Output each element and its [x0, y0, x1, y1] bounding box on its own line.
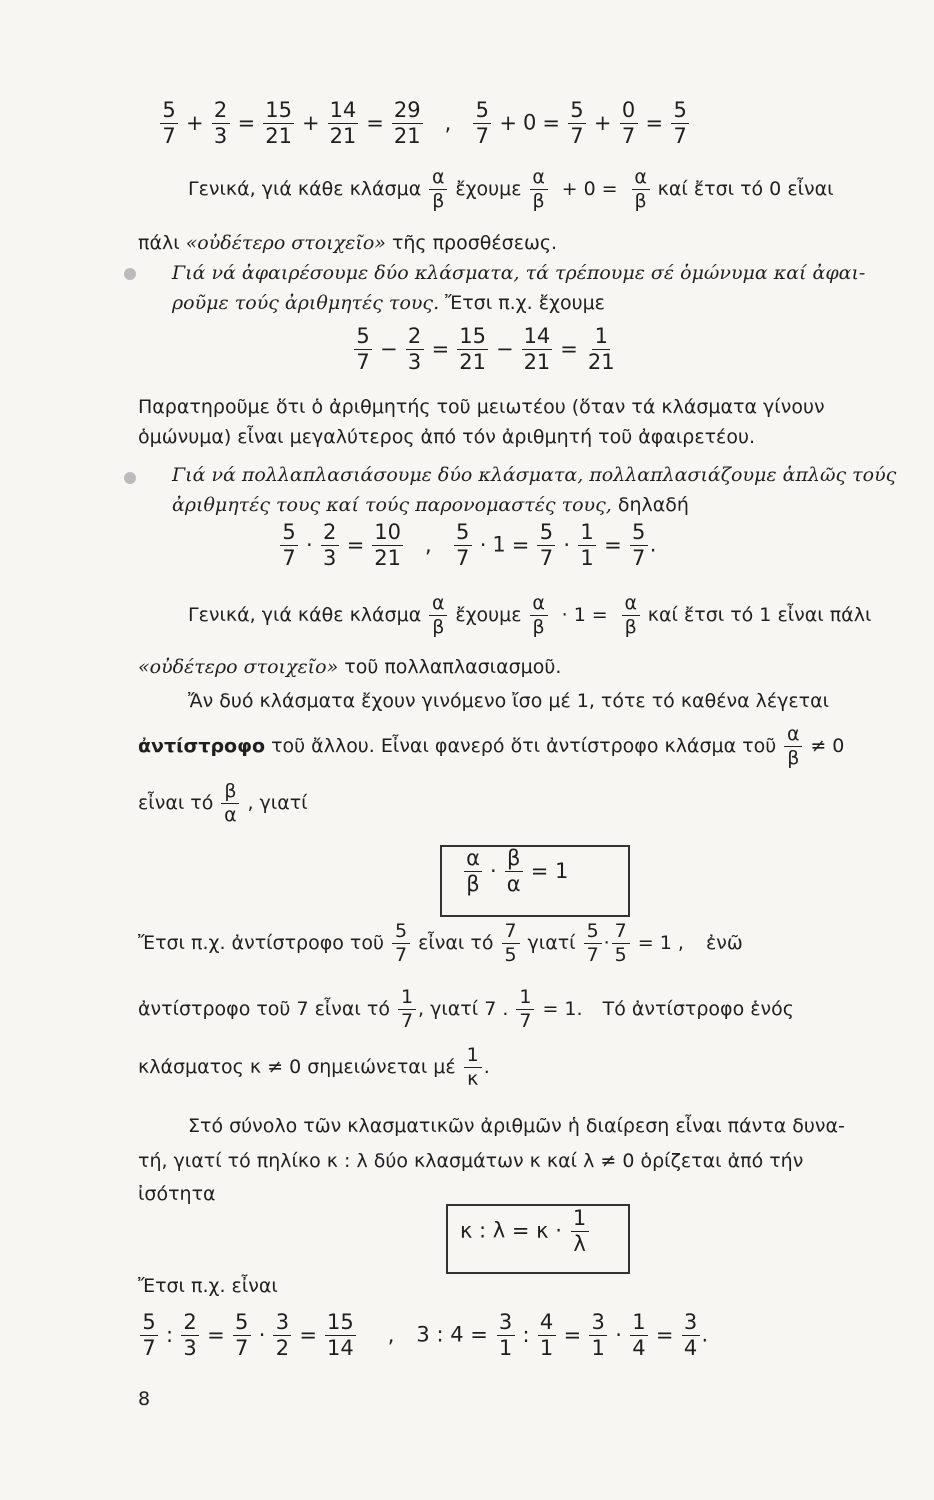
paragraph-line: Παρατηροῦμε ὅτι ὁ ἀριθμητής τοῦ μειωτέου (ὅταν τά κλάσματα γίνουν	[138, 396, 825, 418]
fraction: $\frac{14}{21}$	[523, 324, 551, 374]
fraction: $\frac{29}{21}$	[393, 98, 421, 148]
fraction: $\frac{7}{5}$	[502, 922, 520, 965]
division-definition-formula: κ : λ = κ · $\frac{1}{\lambda}$	[460, 1208, 591, 1255]
reciprocal-identity-formula: $\frac{\alpha}{\beta}$ · $\frac{\beta}{\alpha}$ = 1	[462, 848, 574, 895]
fraction: $\frac{\alpha}{\beta}$	[632, 168, 650, 211]
fraction: $\frac{5}{7}$	[280, 522, 298, 569]
paragraph-line: Γενικά, γιά κάθε κλάσμα $\frac{\alpha}{\beta}$ ἔχουμε $\frac{\alpha}{\beta}$ + 0 = $\frac{\alpha}{\beta}$ καί ἔτσι τό 0 εἶναι	[188, 166, 834, 212]
fraction: $\frac{1}{1}$	[578, 522, 596, 569]
fraction: $\frac{7}{5}$	[612, 922, 630, 965]
paragraph-line: ἀντίστροφο τοῦ 7 εἶναι τό $\frac{1}{7}$ , γιατί 7 . $\frac{1}{7}$ = 1. Τό ἀντίστροφο ἑνός	[138, 986, 794, 1032]
fraction: $\frac{5}{7}$	[568, 100, 586, 147]
fraction: $\frac{10}{21}$	[374, 520, 402, 570]
fraction: $\frac{15}{21}$	[265, 98, 292, 148]
fraction: $\frac{\alpha}{\beta}$	[530, 168, 548, 211]
addition-example-equation: $\frac{5}{7}$ + $\frac{2}{3}$ = $\frac{15}{21}$ + $\frac{14}{21}$ = $\frac{29}{21}$ , $\frac{5}{7}$ + 0 = $\frac{5}{7}$ + $\frac{0}{7}$ = $\frac{5}{7}$	[158, 100, 691, 147]
paragraph-line: Ἔτσι π.χ. εἶναι	[138, 1275, 278, 1297]
fraction: $\frac{\alpha}{\beta}$	[530, 594, 548, 637]
multiplication-example-equation: $\frac{5}{7}$ · $\frac{2}{3}$ = $\frac{10}{21}$ , $\frac{5}{7}$ · 1 = $\frac{5}{7}$ · $\frac{1}{1}$ = $\frac{5}{7}$ .	[278, 522, 656, 569]
fraction: $\frac{2}{3}$	[321, 522, 339, 569]
fraction: $\frac{\alpha}{\beta}$	[429, 594, 447, 637]
fraction: $\frac{\alpha}{\beta}$	[429, 168, 447, 211]
bullet-marker	[124, 472, 136, 484]
fraction: $\frac{\alpha}{\beta}$	[622, 594, 640, 637]
fraction: $\frac{1}{7}$	[398, 988, 416, 1031]
paragraph-line: πάλι «οὐδέτερο στοιχεῖο» τῆς προσθέσεως.	[138, 232, 558, 254]
page-number: 8	[138, 1388, 151, 1410]
subtraction-example-equation: $\frac{5}{7}$ − $\frac{2}{3}$ = $\frac{15}{21}$ − $\frac{14}{21}$ = $\frac{1}{21}$	[352, 326, 619, 373]
fraction: $\frac{5}{7}$	[671, 100, 689, 147]
paragraph-line: εἶναι τό $\frac{\beta}{\alpha}$ , γιατί	[138, 780, 308, 826]
fraction: $\frac{3}{1}$	[589, 1312, 607, 1359]
paragraph-line: «οὐδέτερο στοιχεῖο» τοῦ πολλαπλασιασμοῦ.	[138, 656, 562, 678]
paragraph-line: ἀντίστροφο τοῦ ἄλλου. Εἶναι φανερό ὅτι ἀντίστροφο κλάσμα τοῦ $\frac{\alpha}{\beta}$ ≠ 0	[138, 723, 845, 769]
fraction: $\frac{1}{\kappa}$	[464, 1046, 482, 1089]
fraction: $\frac{5}{7}$	[454, 522, 472, 569]
fraction: $\frac{2}{3}$	[406, 326, 424, 373]
paragraph-line: Ἄν δυό κλάσματα ἔχουν γινόμενο ἴσο μέ 1, τότε τό καθένα λέγεται	[188, 690, 830, 712]
fraction: $\frac{5}{7}$	[392, 922, 410, 965]
fraction: $\frac{1}{7}$	[516, 988, 534, 1031]
fraction: $\frac{5}{7}$	[233, 1312, 251, 1359]
fraction: $\frac{\beta}{\alpha}$	[505, 848, 523, 895]
fraction: $\frac{\beta}{\alpha}$	[221, 782, 239, 825]
fraction: $\frac{5}{7}$	[473, 100, 491, 147]
paragraph-line: Γιά νά ἀφαιρέσουμε δύο κλάσματα, τά τρέπουμε σέ ὁμώνυμα καί ἀφαι-	[172, 262, 866, 284]
paragraph-line: Γιά νά πολλαπλασιάσουμε δύο κλάσματα, πολλαπλασιάζουμε ἁπλῶς τούς	[172, 464, 897, 486]
fraction: $\frac{\alpha}{\beta}$	[784, 725, 802, 768]
fraction: $\frac{3}{1}$	[497, 1312, 515, 1359]
fraction: $\frac{1}{4}$	[630, 1312, 648, 1359]
paragraph-line: ροῦμε τούς ἀριθμητές τους. Ἔτσι π.χ. ἔχουμε	[172, 292, 605, 314]
paragraph-line: Γενικά, γιά κάθε κλάσμα $\frac{\alpha}{\beta}$ ἔχουμε $\frac{\alpha}{\beta}$ · 1 = $\frac{\alpha}{\beta}$ καί ἔτσι τό 1 εἶναι πάλι	[188, 592, 872, 638]
fraction: $\frac{15}{14}$	[326, 1310, 354, 1360]
fraction: $\frac{\alpha}{\beta}$	[464, 848, 482, 895]
paragraph-line: κλάσματος κ ≠ 0 σημειώνεται μέ $\frac{1}{\kappa}$ .	[138, 1044, 490, 1090]
fraction: $\frac{2}{3}$	[181, 1312, 199, 1359]
fraction: $\frac{1}{21}$	[587, 324, 615, 374]
paragraph-line: ἀριθμητές τους καί τούς παρονομαστές τους, δηλαδή	[172, 494, 689, 516]
division-example-equation: $\frac{5}{7}$ : $\frac{2}{3}$ = $\frac{5}{7}$ · $\frac{3}{2}$ = $\frac{15}{14}$ , 3 : 4 = $\frac{3}{1}$ : $\frac{4}{1}$ = $\frac{3}{1}$ · $\frac{1}{4}$ = $\frac{3}{4}$ .	[138, 1312, 708, 1359]
fraction: $\frac{5}{7}$	[140, 1312, 158, 1359]
paragraph-line: ἰσότητα	[138, 1183, 216, 1205]
fraction: $\frac{5}{7}$	[630, 522, 648, 569]
paragraph-line: Στό σύνολο τῶν κλασματικῶν ἀριθμῶν ἡ διαίρεση εἶναι πάντα δυνα-	[188, 1115, 845, 1137]
fraction: $\frac{5}{7}$	[537, 522, 555, 569]
fraction: $\frac{5}{7}$	[584, 922, 602, 965]
fraction: $\frac{4}{1}$	[538, 1312, 556, 1359]
bullet-marker	[124, 268, 136, 280]
fraction: $\frac{15}{21}$	[459, 324, 486, 374]
fraction: $\frac{0}{7}$	[620, 100, 638, 147]
fraction: $\frac{5}{7}$	[160, 100, 178, 147]
paragraph-line: τή, γιατί τό πηλίκο κ : λ δύο κλασμάτων κ καί λ ≠ 0 ὁρίζεται ἀπό τήν	[138, 1150, 804, 1172]
fraction: $\frac{3}{2}$	[273, 1312, 291, 1359]
fraction: $\frac{5}{7}$	[354, 326, 372, 373]
fraction: $\frac{3}{4}$	[682, 1312, 700, 1359]
paragraph-line: Ἔτσι π.χ. ἀντίστροφο τοῦ $\frac{5}{7}$ εἶναι τό $\frac{7}{5}$ γιατί $\frac{5}{7}$ · $\frac{7}{5}$ = 1 , ἐνῶ	[138, 920, 743, 966]
paragraph-line: ὁμώνυμα) εἶναι μεγαλύτερος ἀπό τόν ἀριθμητή τοῦ ἀφαιρετέου.	[138, 426, 755, 448]
fraction: $\frac{14}{21}$	[329, 98, 357, 148]
fraction: $\frac{2}{3}$	[212, 100, 230, 147]
fraction: $\frac{1}{\lambda}$	[571, 1208, 589, 1255]
